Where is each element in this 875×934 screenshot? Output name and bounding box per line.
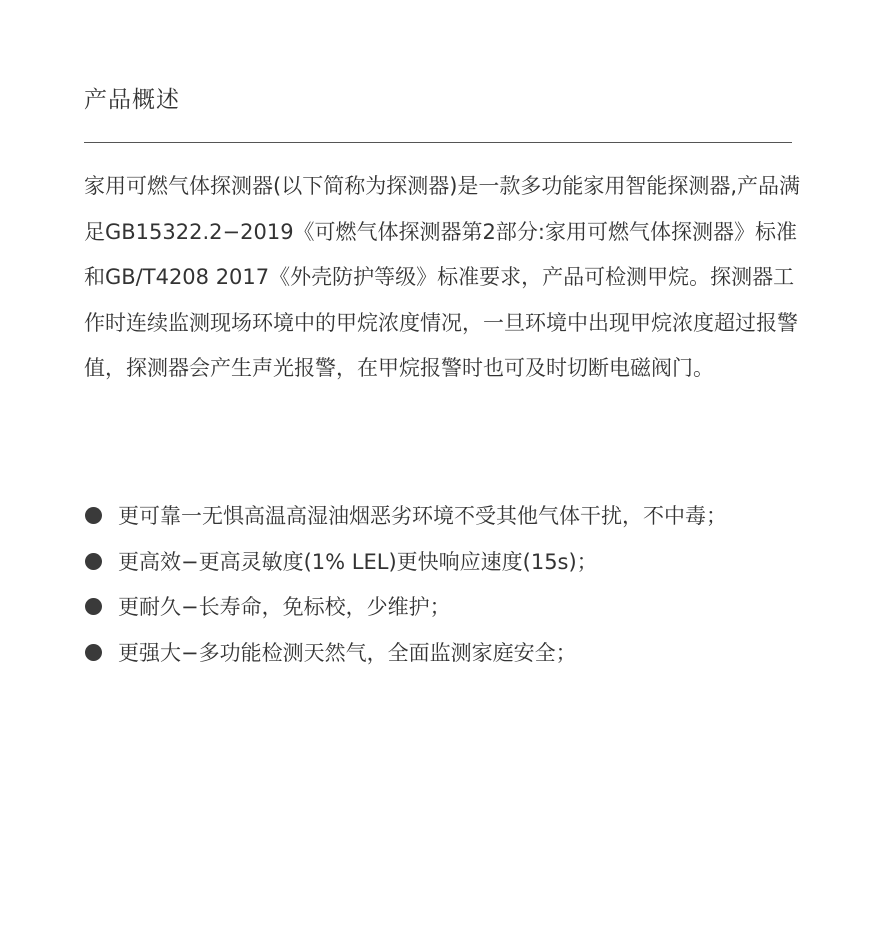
bullet-icon (85, 507, 102, 524)
feature-item-powerful (84, 631, 844, 677)
feature-list (84, 494, 844, 676)
section-title: 产品概述 (84, 87, 180, 113)
feature-item-durable (84, 585, 844, 631)
bullet-icon (85, 553, 102, 570)
bullet-icon (85, 644, 102, 661)
feature-text: 更耐久−长寿命，免标校，少维护； (118, 595, 451, 619)
product-description: 家用可燃气体探测器(以下简称为探测器)是一款多功能家用智能探测器,产品满足GB15322.2−2019《可燃气体探测器第2部分:家用可燃气体探测器》标准和GB/T4208 2017《外壳防护等级》标准要求，产品可检测甲烷。探测器工作时连续监测现场环境中的甲烷浓度情况，一旦环境中出现甲烷浓度超过报警值，探测器会产生声光报警，在甲烷报警时也可及时切断电磁阀门。 (84, 174, 801, 380)
feature-text: 更强大−多功能检测天然气，全面监测家庭安全； (118, 640, 577, 665)
feature-item-reliable (84, 494, 844, 540)
feature-item-efficient (84, 540, 844, 586)
feature-text: 更可靠一无惧高温高湿油烟恶劣环境不受其他气体干扰，不中毒； (118, 504, 727, 528)
feature-text: 更高效−更高灵敏度(1% LEL)更快响应速度(15s)； (118, 549, 598, 574)
bullet-icon (85, 598, 102, 615)
title-divider (84, 142, 792, 143)
